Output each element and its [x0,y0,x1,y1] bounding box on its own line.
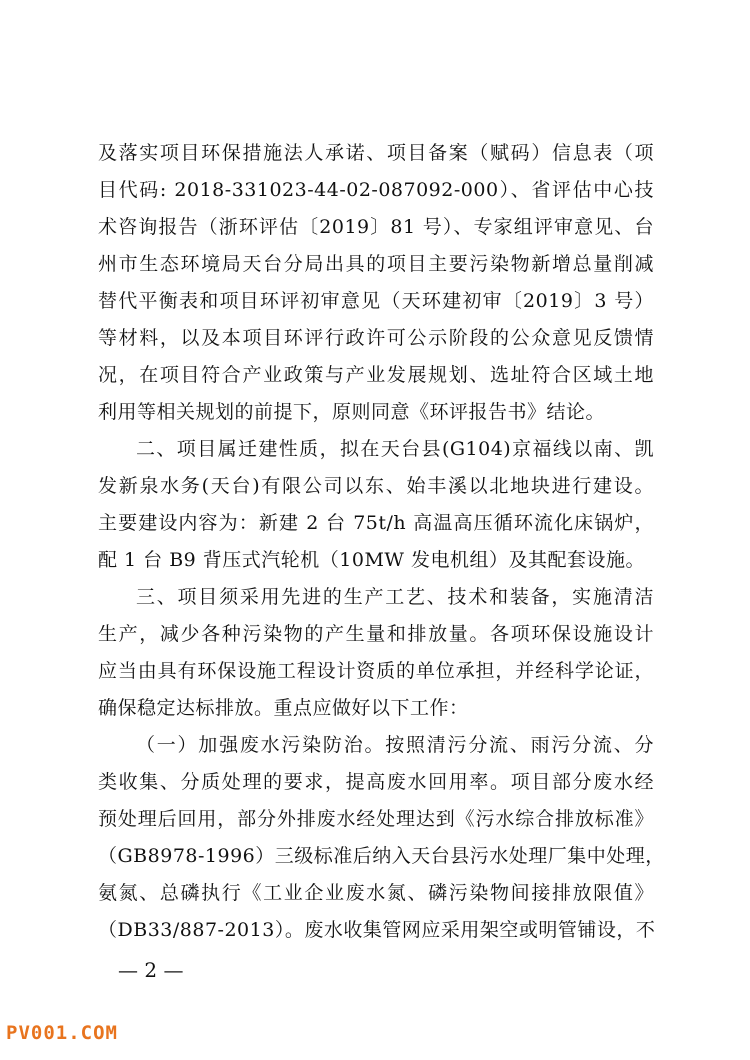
text-line: 氨氮、总磷执行《工业企业废水氮、磷污染物间接排放限值》 [98,882,654,904]
text-line: 主要建设内容为：新建 2 台 75t/h 高温高压循环流化床锅炉， [98,512,654,534]
paragraph-start-line: 三、项目须采用先进的生产工艺、技术和装备，实施清洁 [136,586,654,608]
text-line: （DB33/887-2013）。废水收集管网应采用架空或明管铺设，不 [98,919,656,941]
text-line: 生产，减少各种污染物的产生量和排放量。各项环保设施设计 [98,623,654,645]
paragraph-start-line: 二、项目属迁建性质，拟在天台县(G104)京福线以南、凯 [136,438,654,460]
text-line: 替代平衡表和项目环评初审意见（天环建初审〔2019〕3 号） [98,290,654,312]
text-line: 等材料，以及本项目环评行政许可公示阶段的公众意见反馈情 [98,327,654,349]
text-line: 应当由具有环保设施工程设计资质的单位承担，并经科学论证， [98,660,654,682]
text-line: 及落实项目环保措施法人承诺、项目备案（赋码）信息表（项 [98,142,654,164]
text-line: 利用等相关规划的前提下，原则同意《环评报告书》结论。 [98,401,606,423]
paragraph-start-line: （一）加强废水污染防治。按照清污分流、雨污分流、分 [136,734,654,756]
text-line: 州市生态环境局天台分局出具的项目主要污染物新增总量削减 [98,253,654,275]
text-line: （GB8978-1996）三级标准后纳入天台县污水处理厂集中处理， [98,845,665,867]
text-line: 况，在项目符合产业政策与产业发展规划、选址符合区域土地 [98,364,654,386]
text-line: 目代码: 2018-331023-44-02-087092-000）、省评估中心技 [98,179,654,201]
text-line: 确保稳定达标排放。重点应做好以下工作： [98,697,469,719]
text-line: 预处理后回用，部分外排废水经处理达到《污水综合排放标准》 [98,808,654,830]
text-line: 发新泉水务(天台)有限公司以东、始丰溪以北地块进行建设。 [98,475,654,497]
text-line: 配 1 台 B9 背压式汽轮机（10MW 发电机组）及其配套设施。 [98,549,645,571]
page-number: — 2 — [118,958,184,982]
text-line: 术咨询报告（浙环评估〔2019〕81 号）、专家组评审意见、台 [98,216,654,238]
text-line: 类收集、分质处理的要求，提高废水回用率。项目部分废水经 [98,771,654,793]
watermark: PV001.COM [6,1022,118,1044]
